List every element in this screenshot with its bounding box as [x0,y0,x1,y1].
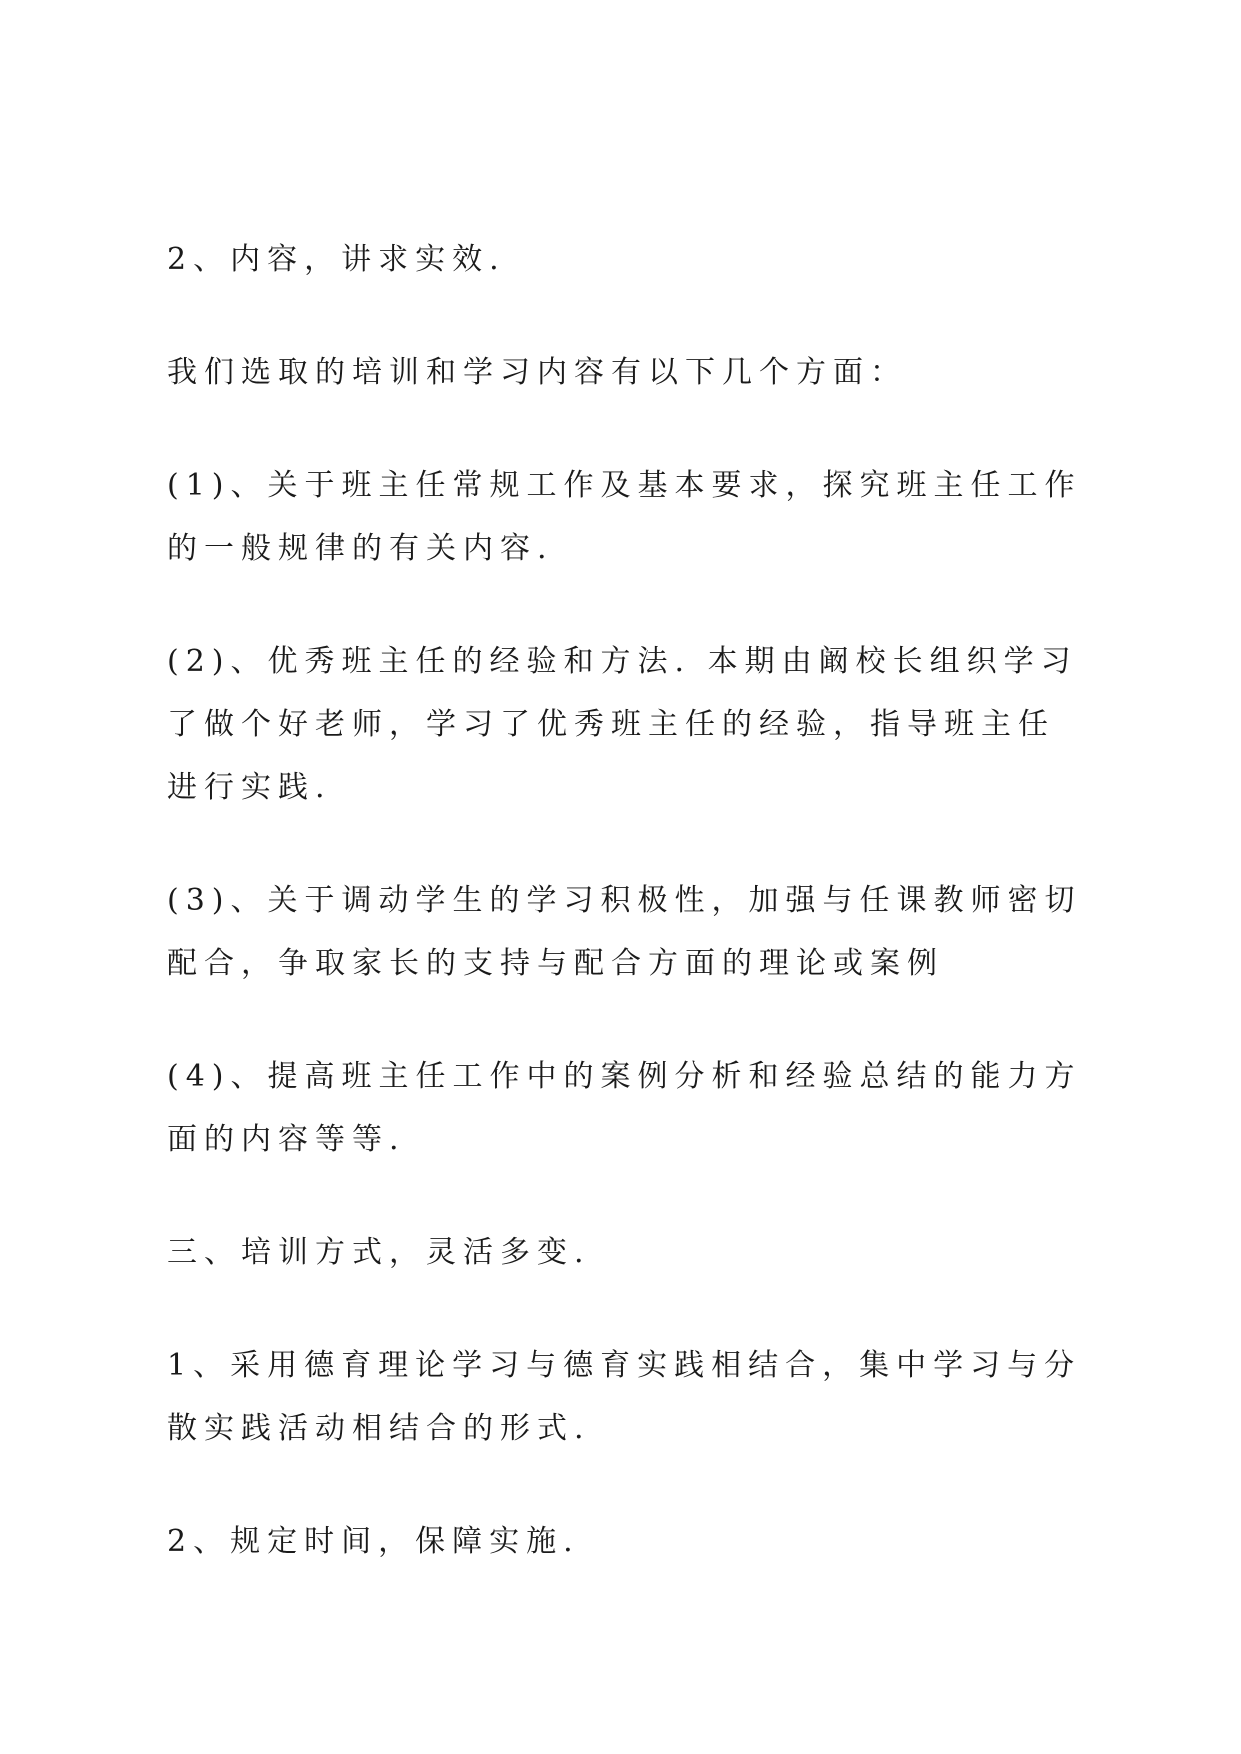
document-body [167,228,1087,1573]
paragraph-method-1: 1、采用德育理论学习与德育实践相结合，集中学习与分散实践活动相结合的形式. [167,1348,1082,1446]
paragraph-item-2: (2)、优秀班主任的经验和方法. 本期由阚校长组织学习了做个好老师，学习了优秀班主任的经验，指导班主任进行实践. [167,644,1078,805]
section-heading-training-methods: 三、培训方式，灵活多变. [167,1235,591,1270]
paragraph-content-intro: 我们选取的培训和学习内容有以下几个方面： [167,355,907,390]
paragraph-item-4: (4)、提高班主任工作中的案例分析和经验总结的能力方面的内容等等. [167,1059,1082,1157]
paragraph-item-3: (3)、关于调动学生的学习积极性，加强与任课教师密切配合，争取家长的支持与配合方面的理论或案例 [167,883,1082,981]
paragraph-method-2: 2、规定时间，保障实施. [167,1524,580,1559]
paragraph-item-1: (1)、关于班主任常规工作及基本要求，探究班主任工作的一般规律的有关内容. [167,468,1082,566]
paragraph-content-heading: 2、内容，讲求实效. [167,242,506,277]
